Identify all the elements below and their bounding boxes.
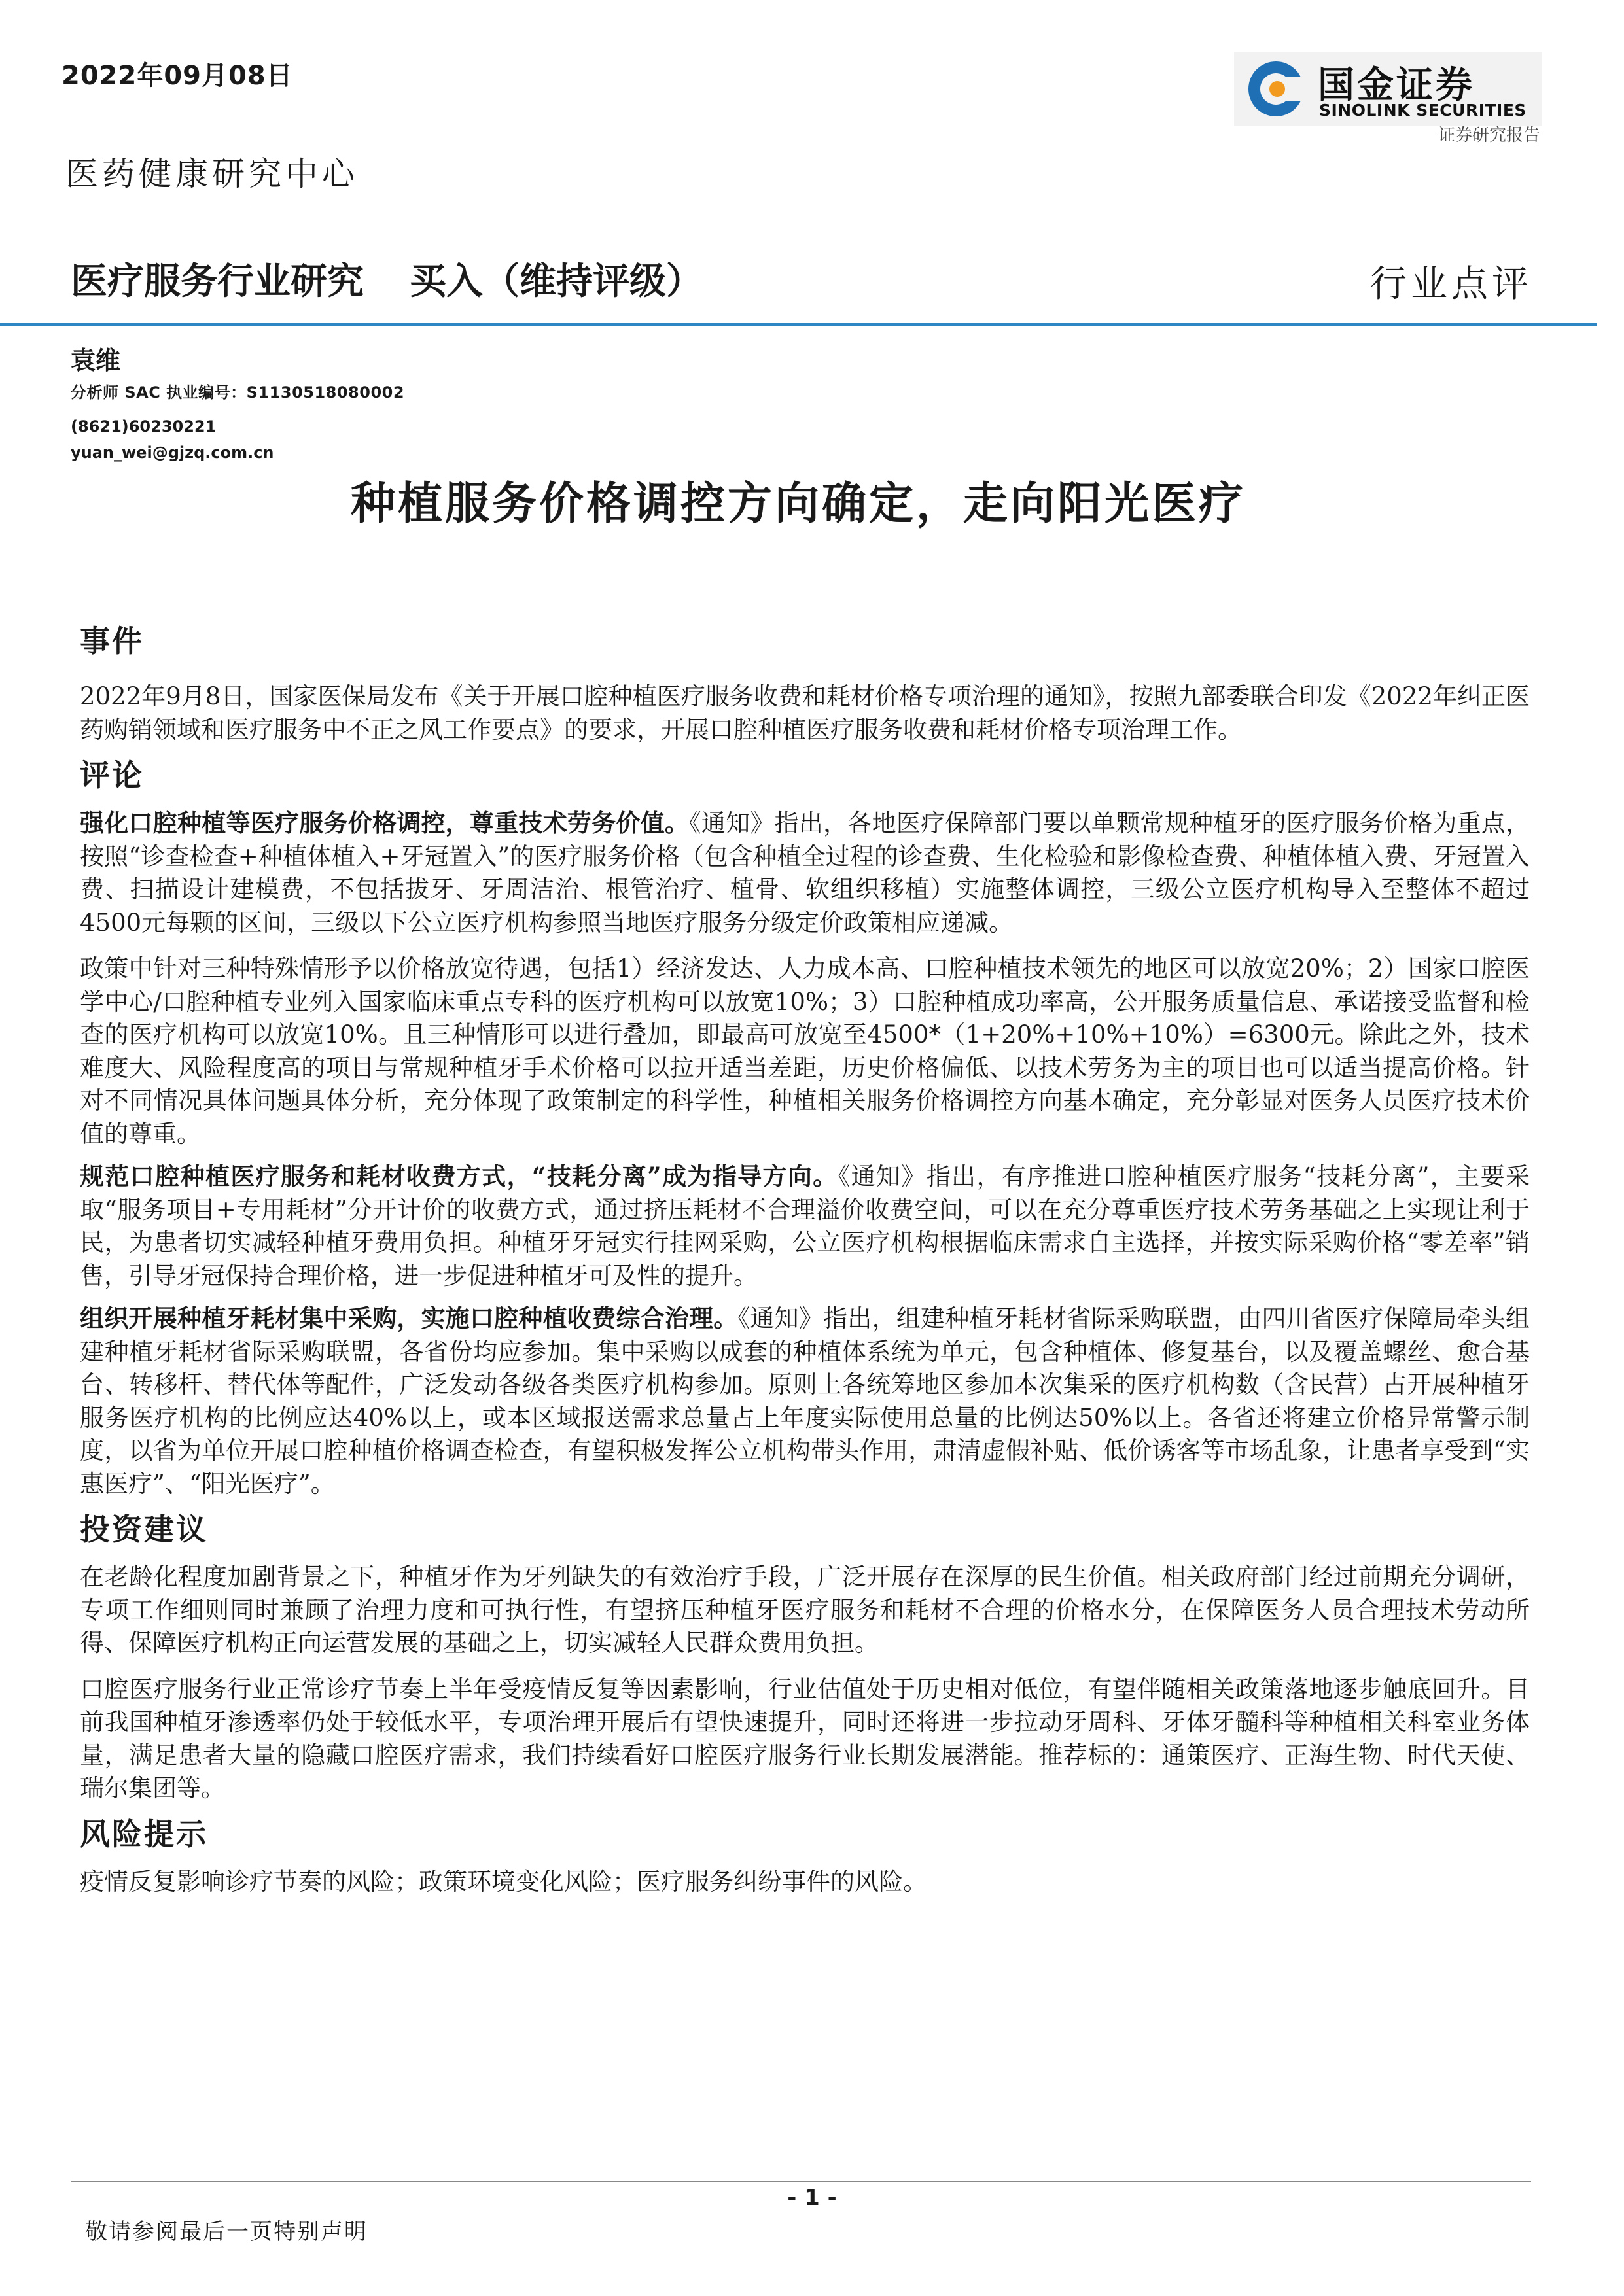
section-heading-event: 事件 — [80, 623, 144, 659]
report-title: 种植服务价格调控方向确定，走向阳光医疗 — [350, 478, 1246, 530]
analyst-phone: (8621)60230221 — [71, 417, 217, 436]
comment-paragraph-4: 组织开展种植牙耗材集中采购，实施口腔种植收费综合治理。《通知》指出，组建种植牙耗材省际采购联盟，由四川省医疗保障局牵头组建种植牙耗材省际采购联盟，各省份均应参加。集中采购以成套的种植体系统为单元，包含种植体、修复基台，以及覆盖螺丝、愈合基台、转移杆、替代体等配件，广泛发动各级各类医疗机构参加。原则上各统筹地区参加本次集采的医疗机构数（含民营）占开展种植牙服务医疗机构的比例应达40%以上，或本区域报送需求总量占上年度实际使用总量的比例达50%以上。各省还将建立价格异常警示制度，以省为单位开展口腔种植价格调查检查，有望积极发挥公立机构带头作用，肃清虚假补贴、低价诱客等市场乱象，让患者享受到“实惠医疗”、“阳光医疗”。 — [80, 1304, 1530, 1498]
rating-label: 买入（维持评级） — [410, 260, 703, 303]
report-date: 2022年09月08日 — [62, 61, 293, 91]
comment-lead-3: 规范口腔种植医疗服务和耗材收费方式，“技耗分离”成为指导方向。 — [80, 1162, 838, 1191]
investment-paragraph-2: 口腔医疗服务行业正常诊疗节奏上半年受疫情反复等因素影响，行业估值处于历史相对低位，有望伴随相关政策落地逐步触底回升。目前我国种植牙渗透率仍处于较低水平，专项治理开展后有望快速提升，同时还将进一步拉动牙周科、牙体牙髓科等种植相关科室业务体量，满足患者大量的隐藏口腔医疗需求，我们持续看好口腔医疗服务行业长期发展潜能。推荐标的：通策医疗、正海生物、时代天使、瑞尔集团等。 — [80, 1675, 1530, 1802]
logo-cn-text: 国金证券 — [1318, 64, 1475, 107]
section-heading-risk: 风险提示 — [80, 1816, 208, 1852]
logo-subtitle: 证券研究报告 — [1438, 126, 1540, 145]
event-paragraph: 2022年9月8日，国家医保局发布《关于开展口腔种植医疗服务收费和耗材价格专项治理的通知》，按照九部委联合印发《2022年纠正医药购销领域和医疗服务中不正之风工作要点》的要求，开展口腔种植医疗服务收费和耗材价格专项治理工作。 — [80, 682, 1530, 744]
comment-paragraph-3: 规范口腔种植医疗服务和耗材收费方式，“技耗分离”成为指导方向。《通知》指出，有序推进口腔种植医疗服务“技耗分离”，主要采取“服务项目+专用耗材”分开计价的收费方式，通过挤压耗材不合理溢价收费空间，可以在充分尊重医疗技术劳务基础之上实现让利于民，为患者切实减轻种植牙费用负担。种植牙牙冠实行挂网采购，公立医疗机构根据临床需求自主选择，并按实际采购价格“零差率”销售，引导牙冠保持合理价格，进一步促进种植牙可及性的提升。 — [80, 1162, 1530, 1290]
comment-paragraph-1: 强化口腔种植等医疗服务价格调控，尊重技术劳务价值。《通知》指出，各地医疗保障部门要以单颗常规种植牙的医疗服务价格为重点，按照“诊查检查+种植体植入+牙冠置入”的医疗服务价格（包含种植全过程的诊查费、生化检验和影像检查费、种植体植入费、牙冠置入费、扫描设计建模费，不包括拔牙、牙周洁治、根管治疗、植骨、软组织移植）实施整体调控，三级公立医疗机构导入至整体不超过4500元每颗的区间，三级以下公立医疗机构参照当地医疗服务分级定价政策相应递减。 — [80, 809, 1530, 937]
footer-disclaimer: 敬请参阅最后一页特别声明 — [85, 2219, 368, 2245]
section-heading-comment: 评论 — [80, 757, 144, 793]
logo-mark-icon — [1244, 58, 1307, 120]
comment-lead-1: 强化口腔种植等医疗服务价格调控，尊重技术劳务价值。 — [80, 809, 690, 837]
logo-en-text: SINOLINK SECURITIES — [1319, 101, 1527, 120]
page-number: - 1 - — [787, 2185, 837, 2211]
industry-label: 医疗服务行业研究 — [71, 260, 364, 303]
comment-paragraph-2: 政策中针对三种特殊情形予以价格放宽待遇，包括1）经济发达、人力成本高、口腔种植技术领先的地区可以放宽20%；2）国家口腔医学中心/口腔种植专业列入国家临床重点专科的医疗机构可以放宽10%；3）口腔种植成功率高，公开服务质量信息、承诺接受监督和检查的医疗机构可以放宽10%。且三种情形可以进行叠加，即最高可放宽至4500*（1+20%+10%+10%）=6300元。除此之外，技术难度大、风险程度高的项目与常规种植牙手术价格可以拉开适当差距，历史价格偏低、以技术劳务为主的项目也可以适当提高价格。针对不同情况具体问题具体分析，充分体现了政策制定的科学性，种植相关服务价格调控方向基本确定，充分彰显对医务人员医疗技术价值的尊重。 — [80, 954, 1530, 1148]
report-type: 行业点评 — [1370, 263, 1532, 305]
research-center: 医药健康研究中心 — [65, 155, 359, 193]
comment-lead-4: 组织开展种植牙耗材集中采购，实施口腔种植收费综合治理。 — [80, 1304, 738, 1332]
investment-paragraph-1: 在老龄化程度加剧背景之下，种植牙作为牙列缺失的有效治疗手段，广泛开展存在深厚的民生价值。相关政府部门经过前期充分调研，专项工作细则同时兼顾了治理力度和可执行性，有望挤压种植牙医疗服务和耗材不合理的价格水分，在保障医务人员合理技术劳动所得、保障医疗机构正向运营发展的基础之上，切实减轻人民群众费用负担。 — [80, 1563, 1530, 1657]
section-heading-investment: 投资建议 — [80, 1512, 208, 1547]
analyst-name: 袁维 — [71, 345, 121, 375]
report-headline — [71, 252, 749, 305]
analyst-sac: 分析师 SAC 执业编号：S1130518080002 — [71, 383, 405, 402]
footer-divider — [71, 2181, 1531, 2182]
company-logo — [1234, 52, 1542, 126]
report-body — [80, 621, 1530, 1898]
analyst-email: yuan_wei@gjzq.com.cn — [71, 444, 274, 462]
risk-paragraph: 疫情反复影响诊疗节奏的风险；政策环境变化风险；医疗服务纠纷事件的风险。 — [80, 1867, 927, 1896]
header-divider — [0, 323, 1597, 326]
